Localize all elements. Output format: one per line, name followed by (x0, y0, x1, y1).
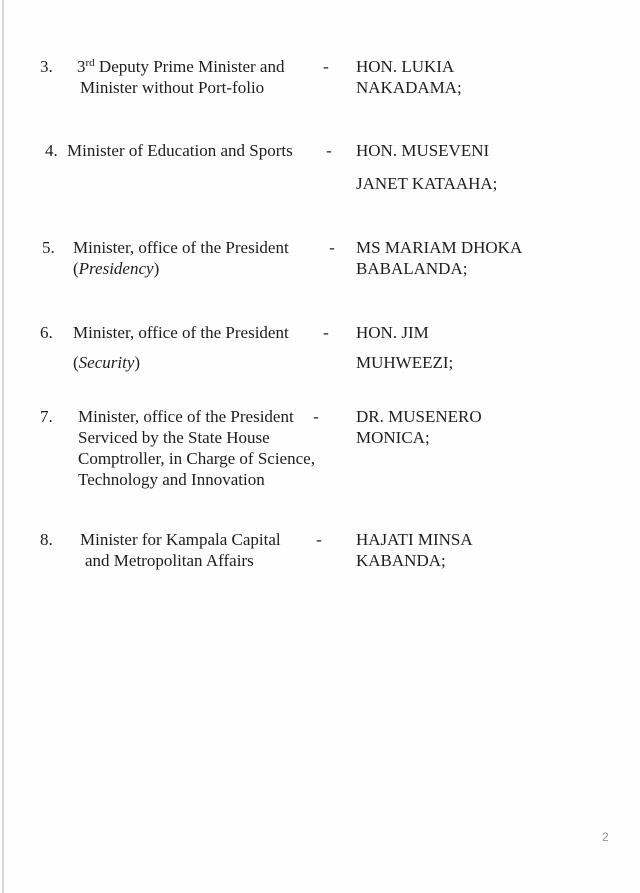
separator-dash: - (329, 238, 335, 257)
separator-dash: - (323, 57, 329, 76)
item-title-line: Minister without Port-folio (80, 78, 265, 97)
item-title-line: Minister, office of the President (73, 238, 289, 257)
item-name (356, 322, 453, 373)
scan-edge-artifact (2, 0, 4, 893)
item-number: 8. (40, 530, 53, 549)
item-title-line: Comptroller, in Charge of Science, (78, 449, 315, 468)
item-name (356, 529, 473, 571)
title-text: Deputy Prime Minister and (94, 57, 285, 76)
paren-open: ( (73, 353, 79, 372)
ordinal-superscript: rd (85, 57, 95, 69)
item-title-line (77, 56, 284, 77)
item-number: 3. (40, 57, 53, 76)
item-name-line: MUHWEEZI; (356, 353, 454, 372)
item-title (77, 56, 284, 98)
item-name (356, 140, 497, 194)
item-title-line (73, 352, 289, 373)
item-name-line: HAJATI MINSA (356, 530, 473, 549)
item-title-line (73, 258, 289, 279)
separator-dash: - (313, 407, 319, 426)
italic-title-word: Presidency (78, 259, 154, 278)
item-title (78, 406, 315, 490)
separator-dash: - (326, 141, 332, 160)
item-name (356, 406, 482, 448)
paren-close: ) (153, 259, 160, 278)
item-title (80, 529, 281, 571)
item-title-line: Minister, office of the President (78, 407, 294, 426)
item-title-line: Serviced by the State House (78, 428, 270, 447)
italic-title-word: Security (78, 353, 135, 372)
item-title (73, 322, 289, 373)
page-number: 2 (602, 830, 609, 844)
item-name-line: HON. MUSEVENI (356, 141, 490, 160)
item-title-line: Minister for Kampala Capital (80, 530, 281, 549)
item-name (356, 56, 462, 98)
item-name (356, 237, 522, 279)
item-name-line: MONICA; (356, 428, 430, 447)
item-name-line: NAKADAMA; (356, 78, 462, 97)
item-number: 7. (40, 407, 53, 426)
item-number: 4. (45, 141, 58, 160)
item-title-line: Technology and Innovation (78, 470, 265, 489)
item-title-line: Minister of Education and Sports (67, 141, 293, 160)
item-number: 5. (42, 238, 55, 257)
item-name-line: JANET KATAAHA; (356, 174, 498, 193)
item-number: 6. (40, 323, 53, 342)
separator-dash: - (316, 530, 322, 549)
item-title (73, 237, 289, 279)
item-title-line: Minister, office of the President (73, 323, 289, 342)
title-text: 3 (77, 57, 86, 76)
item-name-line: HON. LUKIA (356, 57, 455, 76)
item-title (67, 140, 293, 161)
item-name-line: DR. MUSENERO (356, 407, 482, 426)
item-title-line: and Metropolitan Affairs (85, 551, 254, 570)
item-name-line: MS MARIAM DHOKA (356, 238, 523, 257)
item-name-line: BABALANDA; (356, 259, 468, 278)
item-name-line: HON. JIM (356, 323, 429, 342)
separator-dash: - (323, 323, 329, 342)
paren-open: ( (73, 259, 79, 278)
item-name-line: KABANDA; (356, 551, 446, 570)
paren-close: ) (134, 353, 141, 372)
